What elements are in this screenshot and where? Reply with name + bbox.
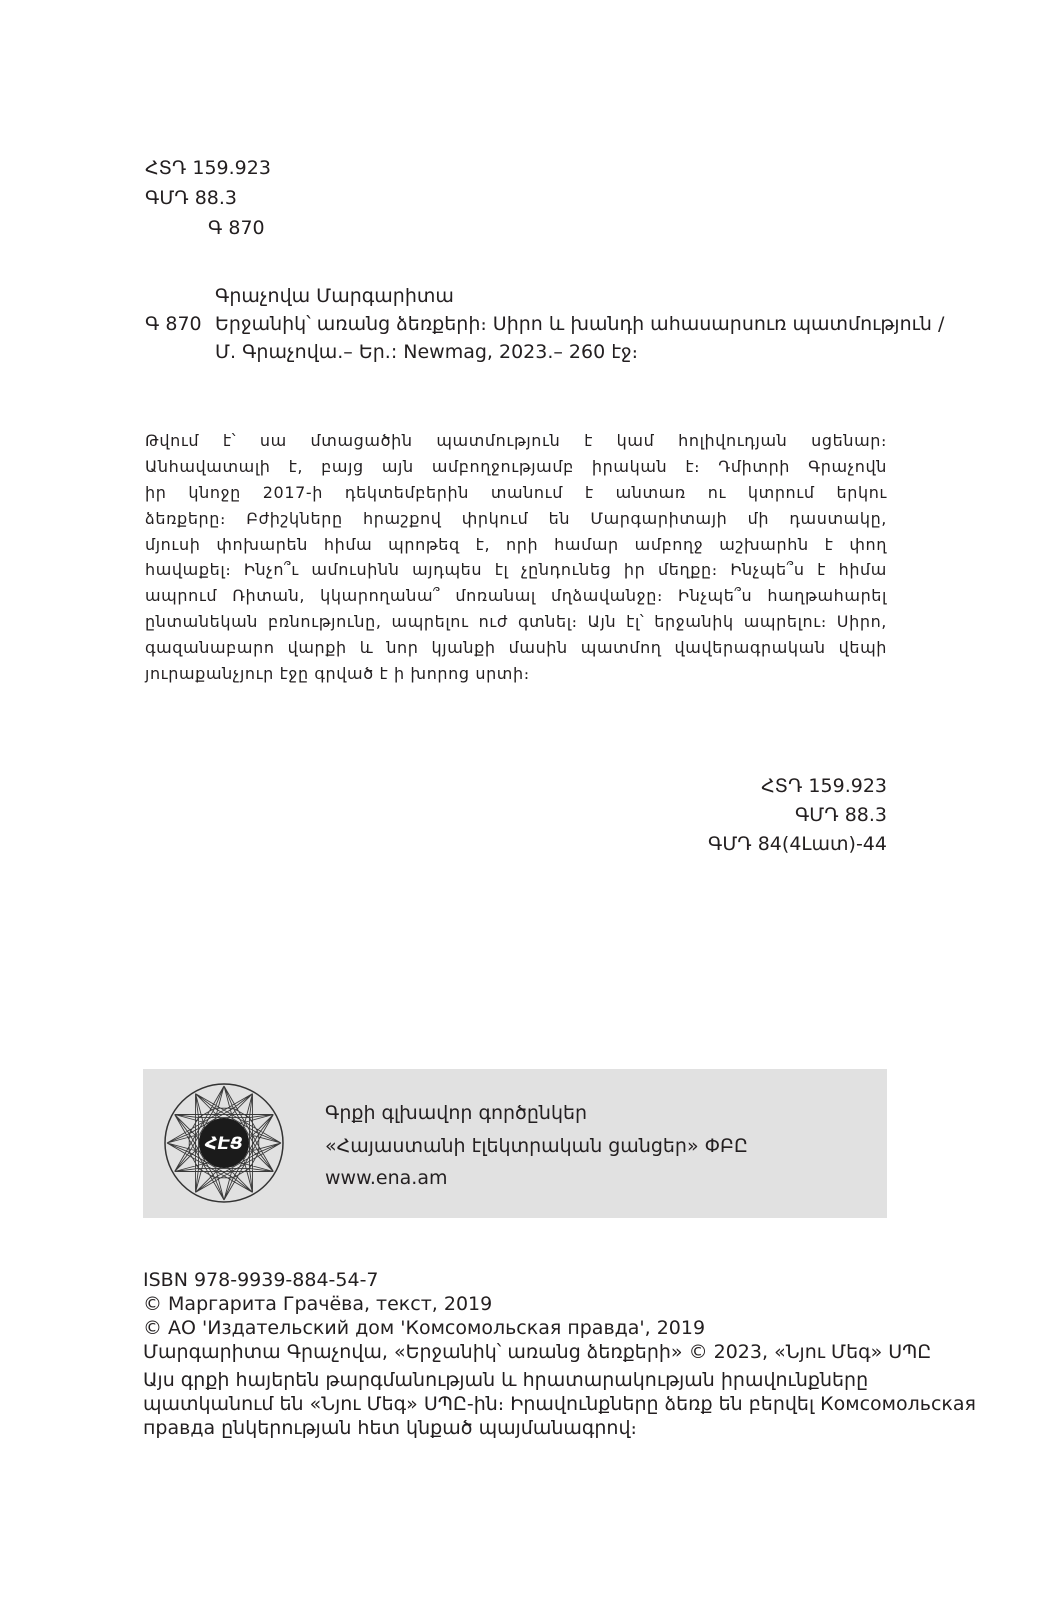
copyright-line: © Маргарита Грачёва, текст, 2019 [143, 1293, 493, 1315]
catalog-title: Երջանիկ՝ առանց ձեռքերի։ Սիրո և խանդի ահասարսուռ պատմություն / [215, 313, 945, 335]
annotation-line: ձեռքերը։ Բժիշկները հրաշքով փրկում են Մարգարիտայի մի դաստակը, [145, 508, 887, 528]
copyright-block [143, 1268, 931, 1364]
author-mark: Գ 870 [208, 217, 265, 239]
annotation-line: հավաքել։ Ինչո՞ւ ամուսինն այդպես էլ չընդունեց իր մեղքը։ Ինչպե՞ս է հիմա [145, 560, 887, 580]
annotation-line: յուրաքանչյուր էջը գրված է ի խորոց սրտի։ [145, 664, 530, 684]
partner-text [325, 1097, 748, 1195]
annotation-line: իր կնոջը 2017-ի դեկտեմբերին տանում է անտառ ու կտրում երկու [145, 482, 887, 502]
rights-notice [143, 1368, 976, 1440]
annotation-line: Թվում է՝ սա մտացածին պատմություն է կամ հոլիվուդյան սցենար։ [145, 431, 887, 450]
catalog-spacer [145, 282, 215, 310]
catalog-record [145, 282, 944, 366]
classification-top [145, 153, 271, 243]
partner-logo [159, 1078, 289, 1208]
rights-line: правда ընկերության հետ կնքած պայմանագրով։ [143, 1417, 637, 1439]
rights-line: Այս գրքի հայերեն թարգմանության և հրատարակության իրավունքները [143, 1369, 869, 1391]
catalog-imprint: Մ. Գրաչովա.– Եր.: Newmag, 2023.– 260 էջ։ [215, 341, 639, 363]
annotation-paragraph [145, 428, 887, 687]
copyright-line: Մարգարիտա Գրաչովա, «Երջանիկ՝ առանց ձեռքերի» © 2023, «Նյու Մեգ» ՍՊԸ [143, 1341, 932, 1363]
annotation-line: մյուսի փոխարեն հիմա պրոթեզ է, որի համար ամբողջ աշխարհն է փող [145, 534, 887, 554]
udc-code: ՀՏԴ 159.923 [145, 157, 271, 179]
annotation-line: ընտանեկան բռնությունը, ապրելու ուժ գտնել։ Այն էլ՝ երջանիկ ապրելու։ Սիրո, [145, 612, 887, 632]
bbk-extended-code: ԳՄԴ 84(4Լատ)-44 [708, 833, 887, 855]
logo-lettering: ՀԷՑ [205, 1134, 243, 1154]
copyright-line: © АО 'Издательский дом 'Комсомольская правда', 2019 [143, 1317, 706, 1339]
bbk-code: ԳՄԴ 88.3 [794, 804, 887, 826]
partner-website: www.ena.am [325, 1167, 448, 1189]
catalog-author: Գրաչովա Մարգարիտա [215, 285, 454, 307]
partner-name: «Հայաստանի էլեկտրական ցանցեր» ՓԲԸ [325, 1134, 748, 1157]
partner-panel [143, 1069, 887, 1218]
annotation-line: Անհավատալի է, բայց այն ամբողջությամբ իրական է։ Դմիտրի Գրաչովն [145, 456, 887, 476]
annotation-line: ապրում Ռիտան, կկարողանա՞ մոռանալ մղձավանջը։ Ինչպե՞ս հաղթահարել [145, 586, 887, 606]
catalog-author-mark: Գ 870 [145, 313, 202, 335]
catalog-spacer [145, 338, 215, 366]
udc-code: ՀՏԴ 159.923 [761, 775, 887, 797]
annotation-line: գազանաբարո վարքի և նոր կյանքի մասին պատմող վավերագրական վեպի [145, 638, 887, 658]
bbk-code: ԳՄԴ 88.3 [145, 187, 238, 209]
classification-bottom [708, 772, 887, 859]
partner-label: Գրքի գլխավոր գործընկեր [325, 1102, 588, 1124]
isbn: ISBN 978-9939-884-54-7 [143, 1269, 379, 1291]
rights-line: պատկանում են «Նյու Մեգ» ՍՊԸ-ին։ Իրավունքները ձեռք են բերվել Комсомольская [143, 1393, 976, 1415]
